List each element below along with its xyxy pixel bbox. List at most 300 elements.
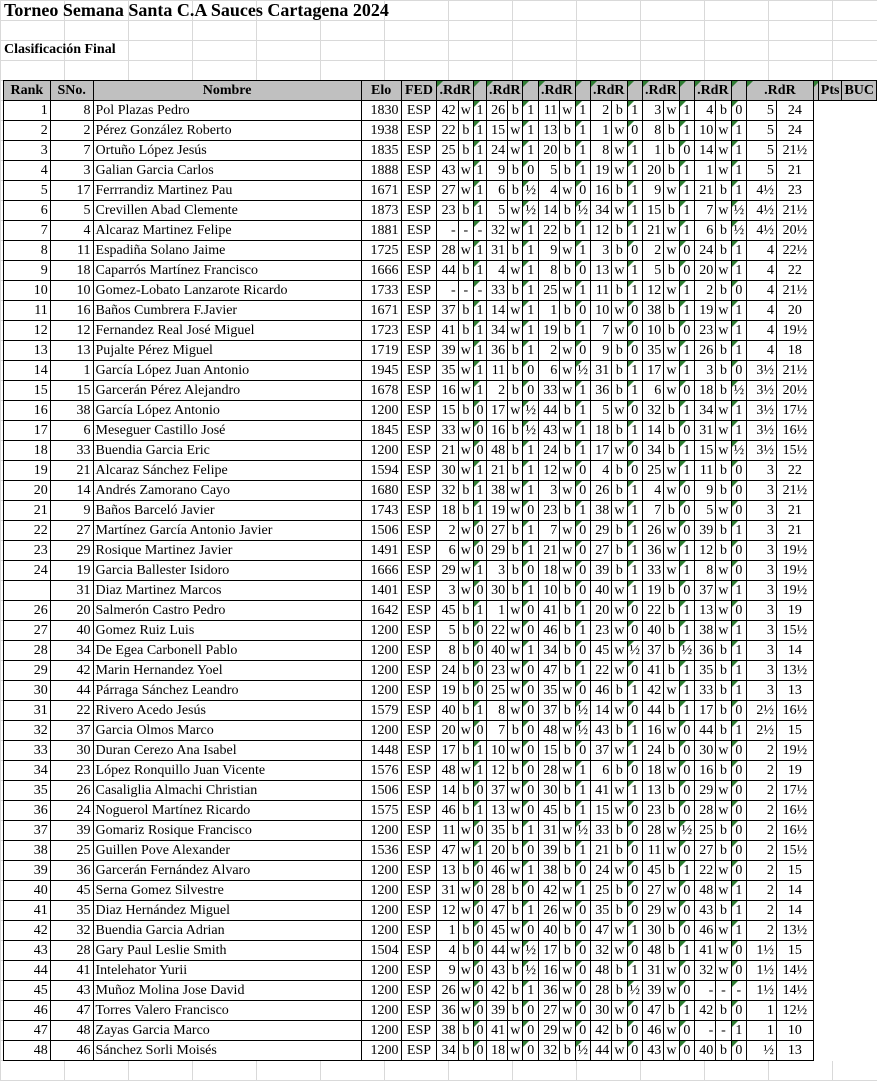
cell-round-4-opponent[interactable]: 15 [591,801,612,821]
cell-round-6-result[interactable]: 0 [731,821,747,841]
cell-round-3-result[interactable]: 1 [575,661,591,681]
cell-nombre[interactable]: Pérez González Roberto [93,121,361,141]
cell-sno[interactable]: 35 [50,901,93,921]
cell-round-7-opponent[interactable]: 3½ [747,361,777,381]
cell-round-7-opponent[interactable]: 4½ [747,181,777,201]
cell-round-3-result[interactable]: 0 [575,561,591,581]
cell-round-1-opponent[interactable]: 3 [437,581,458,601]
cell-sno[interactable]: 20 [50,601,93,621]
cell-round-1-result[interactable]: 0 [473,921,486,941]
cell-nombre[interactable]: Alcaraz Sánchez Felipe [93,461,361,481]
cell-round-6-result[interactable]: 1 [731,401,747,421]
cell-round-2-opponent[interactable]: 29 [486,541,507,561]
cell-round-2-result[interactable]: 0 [523,801,539,821]
cell-round-2-opponent[interactable]: 7 [486,721,507,741]
cell-round-4-opponent[interactable]: 20 [591,601,612,621]
cell-sno[interactable]: 28 [50,941,93,961]
cell-fed[interactable]: ESP [401,661,437,681]
cell-round-3-color[interactable]: w [560,1001,575,1021]
cell-round-3-color[interactable]: b [560,261,575,281]
cell-round-2-result[interactable]: 0 [523,161,539,181]
cell-round-6-color[interactable]: w [716,881,731,901]
cell-sno[interactable]: 32 [50,921,93,941]
cell-elo[interactable]: 1835 [361,141,401,161]
cell-elo[interactable]: 1200 [361,881,401,901]
cell-nombre[interactable]: Párraga Sánchez Leandro [93,681,361,701]
cell-round-1-result[interactable]: 0 [473,541,486,561]
cell-round-3-color[interactable]: w [560,281,575,301]
cell-elo[interactable]: 1506 [361,521,401,541]
cell-round-7-opponent[interactable]: 1 [747,1001,777,1021]
cell-round-4-result[interactable]: 0 [627,241,643,261]
cell-round-6-result[interactable]: 0 [731,841,747,861]
cell-round-4-opponent[interactable]: 34 [591,201,612,221]
cell-round-2-result[interactable]: 1 [523,901,539,921]
cell-round-4-opponent[interactable]: 12 [591,221,612,241]
cell-round-4-opponent[interactable]: 36 [591,381,612,401]
cell-rank[interactable]: 30 [4,681,51,701]
cell-round-1-opponent[interactable]: 38 [437,1021,458,1041]
col-header-rank[interactable]: Rank [4,81,51,101]
cell-round-2-opponent[interactable]: 16 [486,421,507,441]
cell-round-2-color[interactable]: w [508,221,523,241]
cell-elo[interactable]: 1579 [361,701,401,721]
cell-round-4-result[interactable]: 1 [627,961,643,981]
cell-round-6-result[interactable]: 1 [731,181,747,201]
cell-round-3-opponent[interactable]: 9 [538,241,559,261]
cell-round-3-color[interactable]: w [560,421,575,441]
cell-rank[interactable]: 14 [4,361,51,381]
cell-round-5-result[interactable]: 1 [679,561,695,581]
cell-round-1-opponent[interactable]: 1 [437,921,458,941]
cell-round-3-result[interactable]: 1 [575,881,591,901]
cell-round-2-opponent[interactable]: 27 [486,521,507,541]
cell-round-7-color[interactable]: 21 [776,501,813,521]
cell-round-4-opponent[interactable]: 6 [591,761,612,781]
cell-round-3-color[interactable]: b [560,141,575,161]
cell-round-3-color[interactable]: w [560,1021,575,1041]
cell-round-3-opponent[interactable]: 30 [538,781,559,801]
col-header-nombre[interactable]: Nombre [93,81,361,101]
cell-round-2-result[interactable]: 0 [523,601,539,621]
cell-round-5-color[interactable]: w [664,381,679,401]
cell-round-1-result[interactable]: 1 [473,241,486,261]
cell-round-2-color[interactable]: b [508,561,523,581]
cell-round-2-opponent[interactable]: 24 [486,141,507,161]
cell-round-6-result[interactable]: 1 [731,681,747,701]
cell-round-5-opponent[interactable]: 27 [643,881,664,901]
cell-round-4-opponent[interactable]: 17 [591,441,612,461]
cell-round-4-opponent[interactable]: 35 [591,901,612,921]
cell-round-2-opponent[interactable]: 20 [486,841,507,861]
cell-round-5-opponent[interactable]: 2 [643,241,664,261]
cell-round-4-opponent[interactable]: 4 [591,461,612,481]
cell-round-4-opponent[interactable]: 11 [591,281,612,301]
cell-round-3-opponent[interactable]: 7 [538,521,559,541]
cell-rank[interactable]: 6 [4,201,51,221]
cell-round-6-color[interactable]: b [716,521,731,541]
cell-round-6-result[interactable]: 1 [731,1021,747,1041]
cell-elo[interactable]: 1200 [361,1001,401,1021]
cell-rank[interactable]: 19 [4,461,51,481]
cell-round-3-color[interactable]: b [560,321,575,341]
cell-round-4-color[interactable]: b [612,241,627,261]
cell-round-1-result[interactable]: - [473,281,486,301]
cell-round-7-color[interactable]: 14 [776,901,813,921]
cell-elo[interactable]: 1642 [361,601,401,621]
cell-round-1-color[interactable]: w [458,821,473,841]
cell-sno[interactable]: 5 [50,201,93,221]
cell-round-6-color[interactable]: b [716,1041,731,1061]
cell-round-4-result[interactable]: 0 [627,321,643,341]
cell-round-1-result[interactable]: 1 [473,741,486,761]
cell-elo[interactable]: 1830 [361,101,401,121]
cell-round-4-color[interactable]: b [612,761,627,781]
cell-round-6-opponent[interactable]: 44 [695,721,716,741]
cell-elo[interactable]: 1200 [361,401,401,421]
cell-round-6-opponent[interactable]: 22 [695,861,716,881]
cell-sno[interactable]: 46 [50,1041,93,1061]
cell-sno[interactable]: 43 [50,981,93,1001]
cell-round-2-opponent[interactable]: 11 [486,361,507,381]
cell-round-6-opponent[interactable]: 39 [695,521,716,541]
cell-fed[interactable]: ESP [401,761,437,781]
cell-round-2-color[interactable]: w [508,201,523,221]
cell-round-1-color[interactable]: b [458,801,473,821]
cell-fed[interactable]: ESP [401,261,437,281]
cell-sno[interactable]: 26 [50,781,93,801]
cell-round-2-color[interactable]: b [508,981,523,1001]
cell-elo[interactable]: 1401 [361,581,401,601]
cell-rank[interactable]: 21 [4,501,51,521]
cell-round-7-opponent[interactable]: 3½ [747,421,777,441]
cell-round-1-result[interactable]: 1 [473,761,486,781]
cell-round-4-result[interactable]: ½ [627,641,643,661]
cell-round-4-color[interactable]: w [612,781,627,801]
cell-round-7-color[interactable]: 22 [776,261,813,281]
cell-rank[interactable]: 48 [4,1041,51,1061]
cell-round-6-color[interactable]: w [716,581,731,601]
cell-round-1-result[interactable]: 1 [473,601,486,621]
cell-round-2-color[interactable]: w [508,1041,523,1061]
cell-fed[interactable]: ESP [401,941,437,961]
cell-round-5-result[interactable]: ½ [679,821,695,841]
cell-round-6-color[interactable]: b [716,661,731,681]
cell-fed[interactable]: ESP [401,921,437,941]
cell-round-6-color[interactable]: b [716,281,731,301]
cell-round-2-result[interactable]: 0 [523,661,539,681]
cell-round-7-color[interactable]: 15 [776,861,813,881]
cell-round-4-color[interactable]: w [612,161,627,181]
cell-round-7-opponent[interactable]: 4½ [747,221,777,241]
cell-round-5-opponent[interactable]: 20 [643,161,664,181]
cell-fed[interactable]: ESP [401,801,437,821]
cell-round-5-opponent[interactable]: 47 [643,1001,664,1021]
cell-rank[interactable]: 22 [4,521,51,541]
cell-round-6-result[interactable]: 0 [731,1001,747,1021]
cell-round-5-result[interactable]: 1 [679,661,695,681]
cell-round-2-result[interactable]: 0 [523,561,539,581]
cell-round-7-opponent[interactable]: 2 [747,741,777,761]
cell-round-6-color[interactable]: b [716,821,731,841]
cell-round-7-opponent[interactable]: 3 [747,541,777,561]
cell-round-5-color[interactable]: b [664,201,679,221]
cell-round-3-result[interactable]: 0 [575,461,591,481]
cell-round-1-opponent[interactable]: 11 [437,821,458,841]
cell-round-1-result[interactable]: 1 [473,261,486,281]
cell-round-6-opponent[interactable]: 18 [695,381,716,401]
cell-round-7-opponent[interactable]: 3 [747,461,777,481]
cell-round-3-color[interactable]: b [560,861,575,881]
cell-round-2-result[interactable]: 0 [523,501,539,521]
cell-round-3-color[interactable]: w [560,981,575,1001]
cell-round-1-result[interactable]: 0 [473,521,486,541]
cell-round-4-result[interactable]: 1 [627,521,643,541]
cell-round-2-color[interactable]: w [508,681,523,701]
cell-round-1-opponent[interactable]: 8 [437,641,458,661]
cell-round-2-color[interactable]: b [508,101,523,121]
cell-round-4-color[interactable]: b [612,221,627,241]
cell-round-4-result[interactable]: 0 [627,821,643,841]
cell-elo[interactable]: 1200 [361,901,401,921]
cell-round-5-result[interactable]: 0 [679,841,695,861]
col-header-fed[interactable]: FED [401,81,437,101]
cell-round-3-result[interactable]: 1 [575,221,591,241]
cell-round-7-opponent[interactable]: 3 [747,501,777,521]
cell-round-4-color[interactable]: w [612,801,627,821]
cell-round-6-result[interactable]: ½ [731,201,747,221]
cell-round-5-color[interactable]: b [664,301,679,321]
cell-rank[interactable]: 41 [4,901,51,921]
cell-round-7-color[interactable]: 21 [776,161,813,181]
cell-round-3-result[interactable]: 0 [575,341,591,361]
cell-round-4-opponent[interactable]: 48 [591,961,612,981]
cell-round-3-color[interactable]: w [560,901,575,921]
cell-elo[interactable]: 1200 [361,441,401,461]
cell-round-2-opponent[interactable]: 2 [486,381,507,401]
cell-round-1-color[interactable]: b [458,481,473,501]
cell-round-2-result[interactable]: 1 [523,341,539,361]
cell-round-3-opponent[interactable]: 17 [538,941,559,961]
cell-sno[interactable]: 29 [50,541,93,561]
cell-round-7-color[interactable]: 14 [776,641,813,661]
cell-round-6-result[interactable]: 0 [731,961,747,981]
cell-round-1-opponent[interactable]: 25 [437,141,458,161]
cell-round-3-opponent[interactable]: 18 [538,561,559,581]
cell-round-2-opponent[interactable]: 26 [486,101,507,121]
cell-round-2-color[interactable]: b [508,841,523,861]
cell-round-2-opponent[interactable]: 35 [486,821,507,841]
cell-round-2-opponent[interactable]: 23 [486,661,507,681]
cell-round-4-opponent[interactable]: 33 [591,821,612,841]
cell-round-6-opponent[interactable]: 30 [695,741,716,761]
cell-rank[interactable]: 46 [4,1001,51,1021]
cell-round-4-result[interactable]: 0 [627,1001,643,1021]
cell-round-5-result[interactable]: 0 [679,721,695,741]
cell-nombre[interactable]: Rivero Acedo Jesús [93,701,361,721]
cell-round-2-color[interactable]: b [508,341,523,361]
cell-fed[interactable]: ESP [401,1021,437,1041]
cell-round-1-color[interactable]: b [458,941,473,961]
cell-round-3-result[interactable]: 1 [575,381,591,401]
cell-round-6-opponent[interactable]: 1 [695,161,716,181]
cell-round-2-result[interactable]: 1 [523,581,539,601]
cell-round-4-opponent[interactable]: 19 [591,161,612,181]
cell-round-7-opponent[interactable]: 5 [747,161,777,181]
cell-round-3-color[interactable]: w [560,461,575,481]
cell-round-5-color[interactable]: b [664,261,679,281]
cell-fed[interactable]: ESP [401,861,437,881]
cell-round-2-result[interactable]: 1 [523,861,539,881]
cell-round-2-color[interactable]: b [508,381,523,401]
cell-round-6-opponent[interactable]: 32 [695,961,716,981]
cell-round-2-color[interactable]: w [508,781,523,801]
cell-round-6-result[interactable]: 0 [731,761,747,781]
cell-round-1-result[interactable]: 1 [473,841,486,861]
cell-round-7-opponent[interactable]: 4 [747,261,777,281]
cell-round-6-result[interactable]: 0 [731,781,747,801]
cell-elo[interactable]: 1719 [361,341,401,361]
cell-round-2-opponent[interactable]: 12 [486,761,507,781]
cell-round-3-opponent[interactable]: 20 [538,141,559,161]
cell-round-4-result[interactable]: 0 [627,701,643,721]
cell-round-3-result[interactable]: 0 [575,941,591,961]
cell-round-6-opponent[interactable]: 12 [695,541,716,561]
cell-round-6-opponent[interactable]: 33 [695,681,716,701]
cell-round-1-opponent[interactable]: 18 [437,501,458,521]
cell-sno[interactable]: 24 [50,801,93,821]
cell-round-2-result[interactable]: 0 [523,1021,539,1041]
cell-sno[interactable]: 47 [50,1001,93,1021]
cell-round-2-result[interactable]: 1 [523,821,539,841]
cell-round-6-result[interactable]: 0 [731,741,747,761]
cell-round-3-opponent[interactable]: 25 [538,281,559,301]
cell-round-4-result[interactable]: 0 [627,1021,643,1041]
cell-round-3-result[interactable]: 0 [575,641,591,661]
cell-round-5-result[interactable]: 1 [679,541,695,561]
cell-round-1-opponent[interactable]: 39 [437,341,458,361]
cell-round-1-opponent[interactable]: 46 [437,801,458,821]
cell-round-5-result[interactable]: 0 [679,581,695,601]
cell-round-5-result[interactable]: 0 [679,521,695,541]
cell-round-6-color[interactable]: w [716,161,731,181]
cell-round-5-opponent[interactable]: 44 [643,701,664,721]
cell-round-3-opponent[interactable]: 36 [538,981,559,1001]
cell-round-7-color[interactable]: 13½ [776,921,813,941]
cell-round-3-result[interactable]: 0 [575,541,591,561]
cell-round-5-result[interactable]: 1 [679,701,695,721]
cell-round-7-color[interactable]: 15½ [776,841,813,861]
cell-round-4-color[interactable]: b [612,361,627,381]
cell-round-6-opponent[interactable]: 21 [695,181,716,201]
cell-round-3-opponent[interactable]: 43 [538,421,559,441]
cell-round-2-opponent[interactable]: 44 [486,941,507,961]
cell-nombre[interactable]: Diaz Hernández Miguel [93,901,361,921]
cell-round-6-result[interactable]: 1 [731,241,747,261]
cell-round-6-result[interactable]: 0 [731,801,747,821]
cell-round-2-opponent[interactable]: 9 [486,161,507,181]
cell-round-6-result[interactable]: 0 [731,361,747,381]
cell-round-1-result[interactable]: 0 [473,1001,486,1021]
col-header-round-5-res[interactable] [679,81,695,101]
cell-round-2-result[interactable]: 1 [523,301,539,321]
col-header-round-1-res[interactable] [473,81,486,101]
cell-round-4-color[interactable]: b [612,421,627,441]
cell-round-3-opponent[interactable]: 26 [538,901,559,921]
cell-round-6-color[interactable]: b [716,641,731,661]
cell-round-2-opponent[interactable]: 6 [486,181,507,201]
cell-round-7-opponent[interactable]: 2 [747,781,777,801]
cell-round-4-color[interactable]: w [612,141,627,161]
cell-round-4-result[interactable]: 1 [627,141,643,161]
cell-nombre[interactable]: Muñoz Molina Jose David [93,981,361,1001]
col-header-round-4[interactable]: .RdR [591,81,628,101]
cell-round-4-result[interactable]: 0 [627,941,643,961]
cell-round-5-result[interactable]: 0 [679,901,695,921]
cell-round-7-color[interactable]: 24 [776,121,813,141]
cell-round-3-opponent[interactable]: 10 [538,581,559,601]
cell-round-7-color[interactable]: 12½ [776,1001,813,1021]
cell-round-2-color[interactable]: b [508,761,523,781]
cell-round-2-result[interactable]: 0 [523,681,539,701]
cell-round-4-result[interactable]: 1 [627,501,643,521]
cell-round-3-result[interactable]: 1 [575,241,591,261]
cell-round-1-opponent[interactable]: 37 [437,301,458,321]
cell-rank[interactable]: 38 [4,841,51,861]
cell-round-2-opponent[interactable]: 3 [486,561,507,581]
cell-round-1-color[interactable]: b [458,501,473,521]
cell-fed[interactable]: ESP [401,541,437,561]
cell-round-5-color[interactable]: w [664,761,679,781]
cell-round-4-color[interactable]: b [612,821,627,841]
cell-round-6-opponent[interactable]: 25 [695,821,716,841]
cell-round-4-opponent[interactable]: 27 [591,541,612,561]
cell-rank[interactable]: 47 [4,1021,51,1041]
cell-rank[interactable]: 8 [4,241,51,261]
cell-round-6-result[interactable]: 1 [731,921,747,941]
cell-round-2-result[interactable]: ½ [523,961,539,981]
cell-nombre[interactable]: Buendia Garcia Adrian [93,921,361,941]
cell-round-3-color[interactable]: w [560,241,575,261]
cell-round-3-color[interactable]: w [560,561,575,581]
cell-round-5-result[interactable]: 1 [679,361,695,381]
cell-round-2-color[interactable]: b [508,721,523,741]
cell-round-1-color[interactable]: w [458,881,473,901]
cell-nombre[interactable]: Martínez García Antonio Javier [93,521,361,541]
cell-round-2-color[interactable]: b [508,541,523,561]
cell-round-5-color[interactable]: b [664,581,679,601]
cell-rank[interactable]: 13 [4,341,51,361]
cell-rank[interactable]: 45 [4,981,51,1001]
cell-round-1-opponent[interactable]: 22 [437,121,458,141]
cell-elo[interactable]: 1200 [361,1021,401,1041]
cell-round-1-color[interactable]: w [458,901,473,921]
cell-round-4-color[interactable]: b [612,101,627,121]
cell-round-1-result[interactable]: 1 [473,161,486,181]
cell-round-3-opponent[interactable]: 2 [538,341,559,361]
cell-round-1-color[interactable]: - [458,221,473,241]
cell-rank[interactable]: 16 [4,401,51,421]
cell-round-3-result[interactable]: 0 [575,261,591,281]
cell-round-4-color[interactable]: w [612,321,627,341]
cell-round-2-opponent[interactable]: 18 [486,1041,507,1061]
cell-round-5-opponent[interactable]: 35 [643,341,664,361]
cell-round-1-result[interactable]: 0 [473,421,486,441]
cell-round-5-opponent[interactable]: 36 [643,541,664,561]
cell-round-7-color[interactable]: 19½ [776,741,813,761]
cell-round-2-result[interactable]: 1 [523,121,539,141]
cell-round-1-opponent[interactable]: 43 [437,161,458,181]
